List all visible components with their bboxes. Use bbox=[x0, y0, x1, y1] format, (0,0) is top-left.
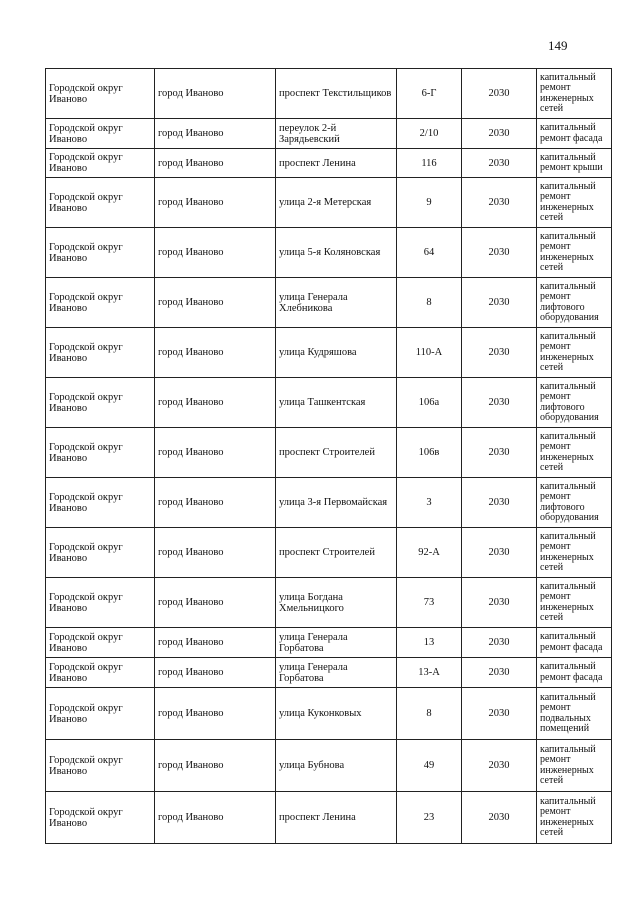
cell-street: проспект Ленина bbox=[276, 792, 397, 844]
table-row bbox=[46, 178, 612, 228]
table-row bbox=[46, 528, 612, 578]
cell-house-number: 2/10 bbox=[397, 119, 462, 149]
cell-house-number: 64 bbox=[397, 228, 462, 278]
cell-municipality: Городской округ Иваново bbox=[46, 149, 155, 178]
cell-year: 2030 bbox=[462, 528, 537, 578]
cell-municipality: Городской округ Иваново bbox=[46, 328, 155, 378]
cell-municipality: Городской округ Иваново bbox=[46, 740, 155, 792]
cell-year: 2030 bbox=[462, 119, 537, 149]
table-row bbox=[46, 328, 612, 378]
cell-settlement: город Иваново bbox=[155, 478, 276, 528]
cell-settlement: город Иваново bbox=[155, 228, 276, 278]
cell-municipality: Городской округ Иваново bbox=[46, 528, 155, 578]
cell-work-type: капитальный ремонт фасада bbox=[537, 628, 612, 658]
cell-year: 2030 bbox=[462, 328, 537, 378]
cell-settlement: город Иваново bbox=[155, 119, 276, 149]
table-row bbox=[46, 478, 612, 528]
cell-year: 2030 bbox=[462, 628, 537, 658]
cell-street: улица Куконковых bbox=[276, 688, 397, 740]
cell-street: улица 3-я Первомайская bbox=[276, 478, 397, 528]
table-row bbox=[46, 149, 612, 178]
cell-house-number: 13-А bbox=[397, 658, 462, 688]
cell-house-number: 8 bbox=[397, 278, 462, 328]
page-number: 149 bbox=[548, 38, 568, 53]
table-row bbox=[46, 278, 612, 328]
cell-municipality: Городской округ Иваново bbox=[46, 278, 155, 328]
cell-settlement: город Иваново bbox=[155, 688, 276, 740]
cell-year: 2030 bbox=[462, 740, 537, 792]
cell-municipality: Городской округ Иваново bbox=[46, 119, 155, 149]
cell-work-type: капитальный ремонт инженерных сетей bbox=[537, 228, 612, 278]
cell-house-number: 9 bbox=[397, 178, 462, 228]
cell-work-type: капитальный ремонт лифтового оборудования bbox=[537, 278, 612, 328]
cell-settlement: город Иваново bbox=[155, 658, 276, 688]
table-row bbox=[46, 378, 612, 428]
cell-house-number: 92-А bbox=[397, 528, 462, 578]
cell-house-number: 110-А bbox=[397, 328, 462, 378]
table-row bbox=[46, 740, 612, 792]
cell-street: проспект Ленина bbox=[276, 149, 397, 178]
cell-house-number: 106в bbox=[397, 428, 462, 478]
cell-house-number: 3 bbox=[397, 478, 462, 528]
cell-street: проспект Строителей bbox=[276, 428, 397, 478]
cell-work-type: капитальный ремонт инженерных сетей bbox=[537, 328, 612, 378]
cell-municipality: Городской округ Иваново bbox=[46, 792, 155, 844]
cell-year: 2030 bbox=[462, 428, 537, 478]
cell-work-type: капитальный ремонт инженерных сетей bbox=[537, 528, 612, 578]
cell-settlement: город Иваново bbox=[155, 149, 276, 178]
table-row bbox=[46, 658, 612, 688]
cell-year: 2030 bbox=[462, 478, 537, 528]
cell-work-type: капитальный ремонт инженерных сетей bbox=[537, 740, 612, 792]
cell-year: 2030 bbox=[462, 278, 537, 328]
cell-settlement: город Иваново bbox=[155, 69, 276, 119]
cell-street: улица 2-я Метерская bbox=[276, 178, 397, 228]
table-row bbox=[46, 428, 612, 478]
cell-work-type: капитальный ремонт лифтового оборудования bbox=[537, 378, 612, 428]
cell-settlement: город Иваново bbox=[155, 740, 276, 792]
cell-municipality: Городской округ Иваново bbox=[46, 478, 155, 528]
cell-year: 2030 bbox=[462, 688, 537, 740]
cell-municipality: Городской округ Иваново bbox=[46, 69, 155, 119]
cell-year: 2030 bbox=[462, 178, 537, 228]
cell-settlement: город Иваново bbox=[155, 378, 276, 428]
cell-municipality: Городской округ Иваново bbox=[46, 228, 155, 278]
cell-municipality: Городской округ Иваново bbox=[46, 178, 155, 228]
cell-settlement: город Иваново bbox=[155, 528, 276, 578]
cell-year: 2030 bbox=[462, 69, 537, 119]
cell-street: улица Богдана Хмельницкого bbox=[276, 578, 397, 628]
cell-street: переулок 2-й Зарядьевский bbox=[276, 119, 397, 149]
cell-house-number: 116 bbox=[397, 149, 462, 178]
cell-settlement: город Иваново bbox=[155, 578, 276, 628]
cell-year: 2030 bbox=[462, 378, 537, 428]
cell-work-type: капитальный ремонт крыши bbox=[537, 149, 612, 178]
cell-work-type: капитальный ремонт фасада bbox=[537, 658, 612, 688]
cell-house-number: 8 bbox=[397, 688, 462, 740]
cell-house-number: 23 bbox=[397, 792, 462, 844]
cell-house-number: 73 bbox=[397, 578, 462, 628]
cell-municipality: Городской округ Иваново bbox=[46, 428, 155, 478]
cell-work-type: капитальный ремонт фасада bbox=[537, 119, 612, 149]
cell-work-type: капитальный ремонт инженерных сетей bbox=[537, 69, 612, 119]
cell-street: улица Генерала Хлебникова bbox=[276, 278, 397, 328]
cell-street: проспект Строителей bbox=[276, 528, 397, 578]
cell-year: 2030 bbox=[462, 792, 537, 844]
cell-work-type: капитальный ремонт подвальных помещений bbox=[537, 688, 612, 740]
cell-street: улица Генерала Горбатова bbox=[276, 658, 397, 688]
cell-street: улица Генерала Горбатова bbox=[276, 628, 397, 658]
cell-street: улица Ташкентская bbox=[276, 378, 397, 428]
cell-municipality: Городской округ Иваново bbox=[46, 688, 155, 740]
cell-street: улица 5-я Коляновская bbox=[276, 228, 397, 278]
cell-settlement: город Иваново bbox=[155, 328, 276, 378]
cell-municipality: Городской округ Иваново bbox=[46, 378, 155, 428]
table-row bbox=[46, 228, 612, 278]
cell-street: улица Бубнова bbox=[276, 740, 397, 792]
cell-settlement: город Иваново bbox=[155, 278, 276, 328]
cell-house-number: 49 bbox=[397, 740, 462, 792]
table-row bbox=[46, 578, 612, 628]
table-row bbox=[46, 69, 612, 119]
cell-settlement: город Иваново bbox=[155, 178, 276, 228]
repair-schedule-table bbox=[45, 68, 612, 844]
cell-house-number: 6-Г bbox=[397, 69, 462, 119]
cell-settlement: город Иваново bbox=[155, 792, 276, 844]
cell-work-type: капитальный ремонт инженерных сетей bbox=[537, 178, 612, 228]
cell-year: 2030 bbox=[462, 228, 537, 278]
cell-municipality: Городской округ Иваново bbox=[46, 658, 155, 688]
cell-year: 2030 bbox=[462, 578, 537, 628]
cell-street: проспект Текстильщиков bbox=[276, 69, 397, 119]
cell-house-number: 13 bbox=[397, 628, 462, 658]
cell-street: улица Кудряшова bbox=[276, 328, 397, 378]
table-row bbox=[46, 628, 612, 658]
table-body bbox=[46, 69, 612, 844]
cell-municipality: Городской округ Иваново bbox=[46, 578, 155, 628]
cell-work-type: капитальный ремонт инженерных сетей bbox=[537, 578, 612, 628]
cell-work-type: капитальный ремонт инженерных сетей bbox=[537, 792, 612, 844]
cell-year: 2030 bbox=[462, 149, 537, 178]
cell-municipality: Городской округ Иваново bbox=[46, 628, 155, 658]
cell-house-number: 106а bbox=[397, 378, 462, 428]
cell-year: 2030 bbox=[462, 658, 537, 688]
table-row bbox=[46, 119, 612, 149]
table-row bbox=[46, 792, 612, 844]
cell-settlement: город Иваново bbox=[155, 628, 276, 658]
cell-work-type: капитальный ремонт лифтового оборудования bbox=[537, 478, 612, 528]
cell-settlement: город Иваново bbox=[155, 428, 276, 478]
table-row bbox=[46, 688, 612, 740]
cell-work-type: капитальный ремонт инженерных сетей bbox=[537, 428, 612, 478]
